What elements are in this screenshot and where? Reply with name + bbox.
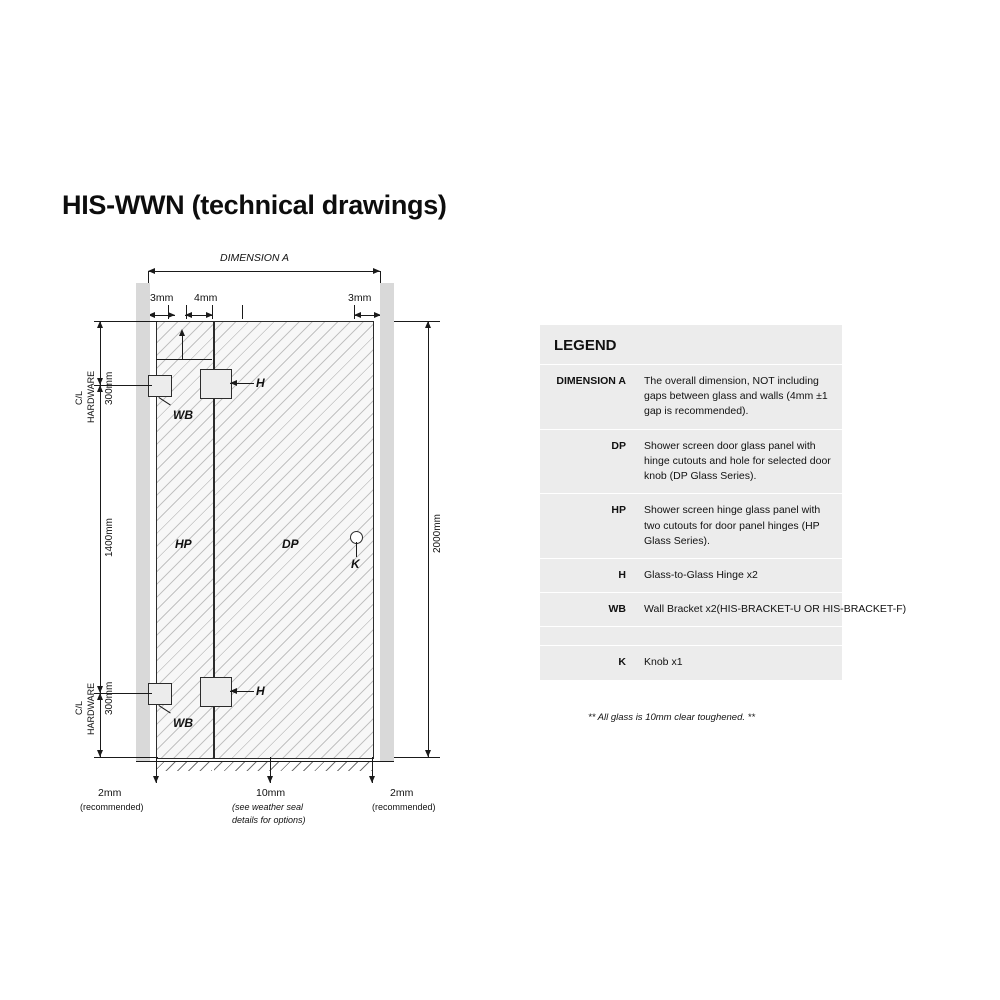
cl-hardware-bottom-line2: HARDWARE [86, 682, 96, 735]
hinge-top [200, 369, 232, 399]
floor-hatch-left [156, 762, 212, 771]
legend-key: DIMENSION A [556, 375, 626, 387]
dimension-a-label: DIMENSION A [220, 252, 290, 264]
page-title: HIS-WWN (technical drawings) [62, 190, 447, 220]
hinge-bottom-label: H [256, 684, 265, 698]
dim-300-top-arrow-down [97, 378, 103, 385]
legend-note: ** All glass is 10mm clear toughened. ** [588, 712, 756, 723]
bottom-right-label-2: (recommended) [372, 802, 436, 812]
dim-300-bottom-arrow-up [97, 693, 103, 700]
right-wall [380, 283, 394, 761]
legend-row [540, 593, 907, 627]
gap-left-arrow-b [168, 312, 175, 318]
dim-300-bottom-ref-line [94, 693, 152, 694]
mid-gap-tick-a [186, 305, 187, 319]
dim-1400-arrow-down [97, 686, 103, 693]
mid-gap-tick-b [212, 305, 213, 319]
legend-spacer-value [636, 627, 842, 645]
dim-300-bottom-arrow-down [97, 750, 103, 757]
gap-right-arrow-a [354, 312, 361, 318]
cl-hardware-top-line2: HARDWARE [86, 370, 96, 423]
legend-value: Shower screen door glass panel with hinge cutouts and hole for selected door knob (DP Glass Series). [644, 439, 831, 483]
top-inner-arrow-line [182, 333, 183, 359]
dim-top-ref-line [94, 321, 158, 322]
wall-bracket-top [148, 375, 172, 397]
legend-value: Shower screen hinge glass panel with two cutouts for door panel hinges (HP Glass Series). [644, 504, 821, 547]
left-gap-tick [168, 305, 169, 319]
door-knob [350, 531, 363, 544]
dim-300-top-line [100, 321, 101, 385]
legend-key: K [618, 656, 626, 669]
bottom-mid-label-1: 10mm [256, 787, 286, 799]
legend-value: The overall dimension, NOT including gaps between glass and walls (4mm ±1 gap is recommended). [644, 375, 828, 418]
panel-top-divider [156, 359, 212, 360]
bottom-left-dim-arrow [153, 776, 159, 783]
hinge-bottom [200, 677, 232, 707]
legend-key: DP [611, 439, 626, 452]
dimension-a-line [148, 271, 380, 272]
legend-value: Knob x1 [644, 656, 683, 669]
bottom-right-label-1: 2mm [390, 787, 414, 799]
bottom-right-dim-arrow [369, 776, 375, 783]
legend-row [540, 646, 842, 679]
legend-row [540, 365, 842, 430]
dim-2000-arrow-down [425, 750, 431, 757]
dim-2000-top-ref [394, 321, 440, 322]
dim-300-top-ref-line [94, 385, 152, 386]
wall-bracket-bottom-label: WB [173, 716, 193, 730]
top-inner-arrow-head [179, 329, 185, 336]
legend-key: H [618, 568, 626, 581]
legend-title: LEGEND [540, 325, 842, 365]
panel-dp-label: DP [282, 537, 299, 551]
legend-panel [540, 325, 907, 680]
knob-label: K [351, 557, 360, 571]
legend-spacer-key [540, 627, 636, 645]
panel-hp-label: HP [175, 537, 192, 551]
legend-row [540, 559, 842, 593]
dim-2000-arrow-up [425, 321, 431, 328]
right-gap-tick [354, 305, 355, 319]
dim-300-bottom-label: 300mm [104, 681, 115, 715]
dim-2000-bottom-ref [394, 757, 440, 758]
bottom-left-label-2: (recommended) [80, 802, 144, 812]
wall-bracket-top-label: WB [173, 408, 193, 422]
dimension-a-arrow-left [148, 268, 155, 274]
legend-spacer-row [540, 627, 842, 646]
legend-row [540, 430, 842, 495]
dim-bottom-ref-line [94, 757, 158, 758]
hinge-top-leader-arrow [230, 380, 237, 386]
gap-right-label: 3mm [348, 292, 372, 304]
wall-bracket-bottom [148, 683, 172, 705]
legend-value: Wall Bracket x2(HIS-BRACKET-U OR HIS-BRACKET-F) [644, 603, 907, 616]
dim-300-top-arrow-up [97, 321, 103, 328]
bottom-mid-dim-arrow [267, 776, 273, 783]
legend-row [540, 494, 842, 559]
dim-1400-arrow-up [97, 385, 103, 392]
legend-value: Glass-to-Glass Hinge x2 [644, 568, 758, 581]
cl-hardware-top-line1: C/L [74, 390, 84, 405]
centre-tick [242, 305, 243, 319]
dim-300-bottom-line [100, 693, 101, 757]
dimension-a-arrow-right [373, 268, 380, 274]
cl-hardware-bottom-line1: C/L [74, 700, 84, 715]
knob-leader [356, 542, 357, 557]
dim-2000-line [428, 321, 429, 757]
technical-drawing [60, 245, 480, 845]
dim-1400-line [100, 385, 101, 693]
bottom-mid-label-3: details for options) [232, 815, 306, 825]
dim-1400-label: 1400mm [104, 518, 115, 557]
bottom-mid-label-2: (see weather seal [232, 802, 304, 812]
dim-300-top-label: 300mm [104, 371, 115, 405]
hinge-top-label: H [256, 376, 265, 390]
floor-hatch-right [214, 762, 372, 771]
bottom-left-label-1: 2mm [98, 787, 122, 799]
hinge-bottom-leader-arrow [230, 688, 237, 694]
gap-left-label: 3mm [150, 292, 174, 304]
legend-key: HP [611, 504, 626, 517]
legend-key: WB [608, 603, 626, 616]
gap-mid-label: 4mm [194, 292, 218, 304]
dim-2000-label: 2000mm [432, 514, 443, 553]
